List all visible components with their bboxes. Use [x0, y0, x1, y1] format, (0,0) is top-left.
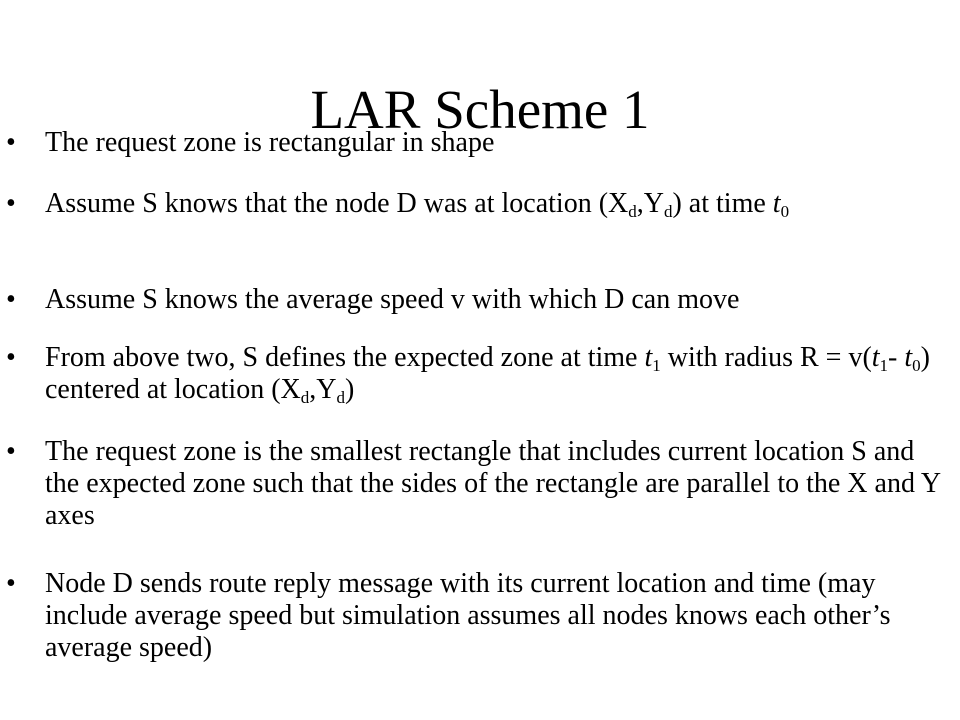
subscript: 1: [652, 356, 661, 375]
bullet-item-known-location: [6, 188, 950, 221]
bullet-text: The request zone is rectangular in shape: [45, 127, 495, 158]
bullet-item-expected-zone: [6, 342, 950, 407]
bullet-text-part: ): [345, 374, 355, 405]
subscript: 0: [912, 356, 921, 375]
bullet-text: Node D sends route reply message with its current location and time (may include average speed but simulation assumes all nodes knows each other’s average speed): [45, 568, 891, 663]
italic-variable: t: [904, 342, 913, 373]
bullet-text: The request zone is the smallest rectangle that includes current location S and the expected zone such that the sides of the rectangle are parallel to the X and Y axes: [45, 436, 941, 531]
bullet-item-request-zone-shape: [6, 127, 950, 159]
bullet-item-smallest-rectangle: [6, 436, 950, 532]
subscript: d: [663, 202, 673, 221]
subscript: 0: [780, 202, 790, 221]
bullet-text-part: ,Y: [636, 188, 664, 219]
bullet-item-average-speed: [6, 284, 950, 316]
bullet-text-part: ) at time: [672, 188, 773, 219]
bullet-text-part: -: [888, 342, 905, 373]
italic-variable: t: [772, 188, 781, 219]
bullet-text: Assume S knows the average speed v with which D can move: [45, 284, 740, 315]
italic-variable: t: [644, 342, 653, 373]
subscript: 1: [879, 356, 889, 375]
bullet-text-part: From above two, S defines the expected zone at time: [45, 342, 645, 373]
subscript: d: [300, 388, 310, 407]
bullet-text-part: with radius R = v(: [660, 342, 872, 373]
bullet-icon: •: [6, 127, 16, 158]
bullet-icon: •: [6, 342, 16, 373]
bullet-text-part: ,Y: [309, 374, 337, 405]
bullet-item-route-reply: [6, 568, 950, 664]
bullet-icon: •: [6, 568, 16, 599]
bullet-text-part: ) centered at location (X: [45, 342, 930, 405]
slide-title: LAR Scheme 1: [310, 78, 650, 140]
subscript: d: [336, 388, 345, 407]
bullet-text-part: Assume S knows that the node D was at location (X: [45, 188, 629, 219]
subscript: d: [628, 202, 637, 221]
bullet-icon: •: [6, 284, 16, 315]
bullet-icon: •: [6, 188, 16, 219]
italic-variable: t: [871, 342, 880, 373]
bullet-icon: •: [6, 436, 16, 467]
